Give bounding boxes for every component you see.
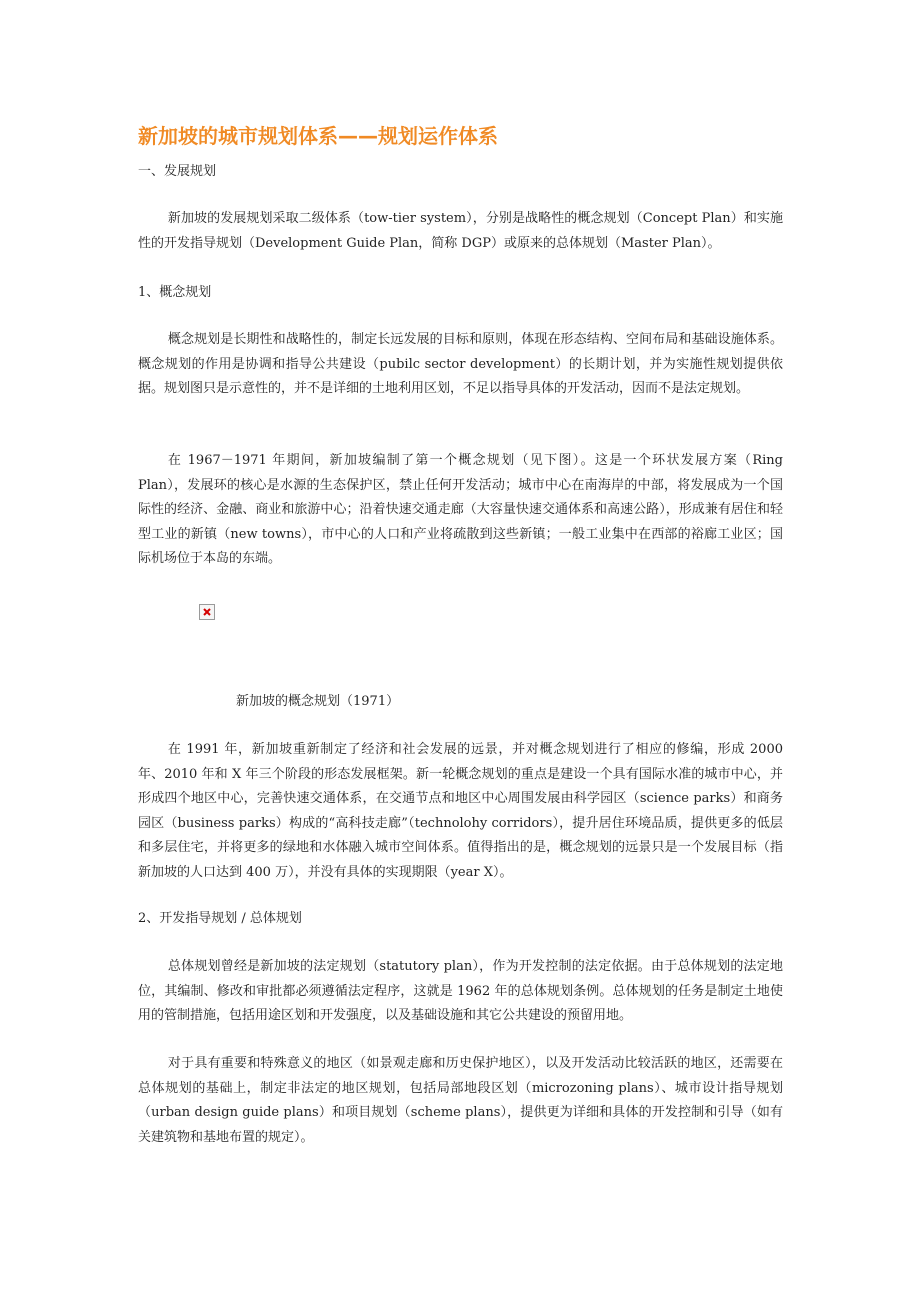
subheading-concept-plan: 1、概念规划 [138,285,212,300]
broken-image-icon [199,604,215,620]
paragraph-1967-ring-plan: 在 1967－1971 年期间，新加坡编制了第一个概念规划（见下图）。这是一个环状发展方案（Ring Plan），发展环的核心是水源的生态保护区，禁止任何开发活动；城市中心在南海岸的中部，将发展成为一个国际性的经济、金融、商业和旅游中心；沿着快速交通走廊（大容量快速交通体系和高速公路），形成兼有居住和轻型工业的新镇（new towns），市中心的人口和产业将疏散到这些新镇；一般工业集中在西部的裕廊工业区；国际机场位于本岛的东端。 [138,453,783,566]
paragraph-master-plan: 总体规划曾经是新加坡的法定规划（statutory plan），作为开发控制的法定依据。由于总体规划的法定地位，其编制、修改和审批都必须遵循法定程序，这就是 1962 年的总体规划条例。总体规划的任务是制定土地使用的管制措施，包括用途区划和开发强度，以及基础设施和其它公共建设的预留用地。 [138,959,783,1023]
document-title: 新加坡的城市规划体系——规划运作体系 [138,124,498,148]
paragraph-concept-plan: 概念规划是长期性和战略性的，制定长远发展的目标和原则，体现在形态结构、空间布局和基础设施体系。概念规划的作用是协调和指导公共建设（pubilc sector development）的长期计划，并为实施性规划提供依据。规划图只是示意性的，并不是详细的土地利用区划，不足以指导具体的开发活动，因而不是法定规划。 [138,332,783,396]
subheading-development-guide-plan: 2、开发指导规划 / 总体规划 [138,911,302,926]
paragraph-intro: 新加坡的发展规划采取二级体系（tow-tier system），分别是战略性的概念规划（Concept Plan）和实施性的开发指导规划（Development Guide Plan，简称 DGP）或原来的总体规划（Master Plan）。 [138,211,783,251]
paragraph-special-areas: 对于具有重要和特殊意义的地区（如景观走廊和历史保护地区），以及开发活动比较活跃的地区，还需要在总体规划的基础上，制定非法定的地区规划，包括局部地段区划（microzoning plans）、城市设计指导规划（urban design guide plans）和项目规划（scheme plans），提供更为详细和具体的开发控制和引导（如有关建筑物和基地布置的规定）。 [138,1056,783,1145]
section-heading-development-planning: 一、发展规划 [138,164,217,179]
figure-caption: 新加坡的概念规划（1971） [236,694,400,709]
paragraph-1991-revision: 在 1991 年，新加坡重新制定了经济和社会发展的远景，并对概念规划进行了相应的修编，形成 2000 年、2010 年和 X 年三个阶段的形态发展框架。新一轮概念规划的重点是建设一个具有国际水准的城市中心，并形成四个地区中心，完善快速交通体系，在交通节点和地区中心周围发展由科学园区（science parks）和商务园区（business parks）构成的“高科技走廊”（technolohy corridors），提升居住环境品质，提供更多的低层和多层住宅，并将更多的绿地和水体融入城市空间体系。值得指出的是，概念规划的远景只是一个发展目标（指新加坡的人口达到 400 万），并没有具体的实现期限（year X）。 [138,742,783,880]
